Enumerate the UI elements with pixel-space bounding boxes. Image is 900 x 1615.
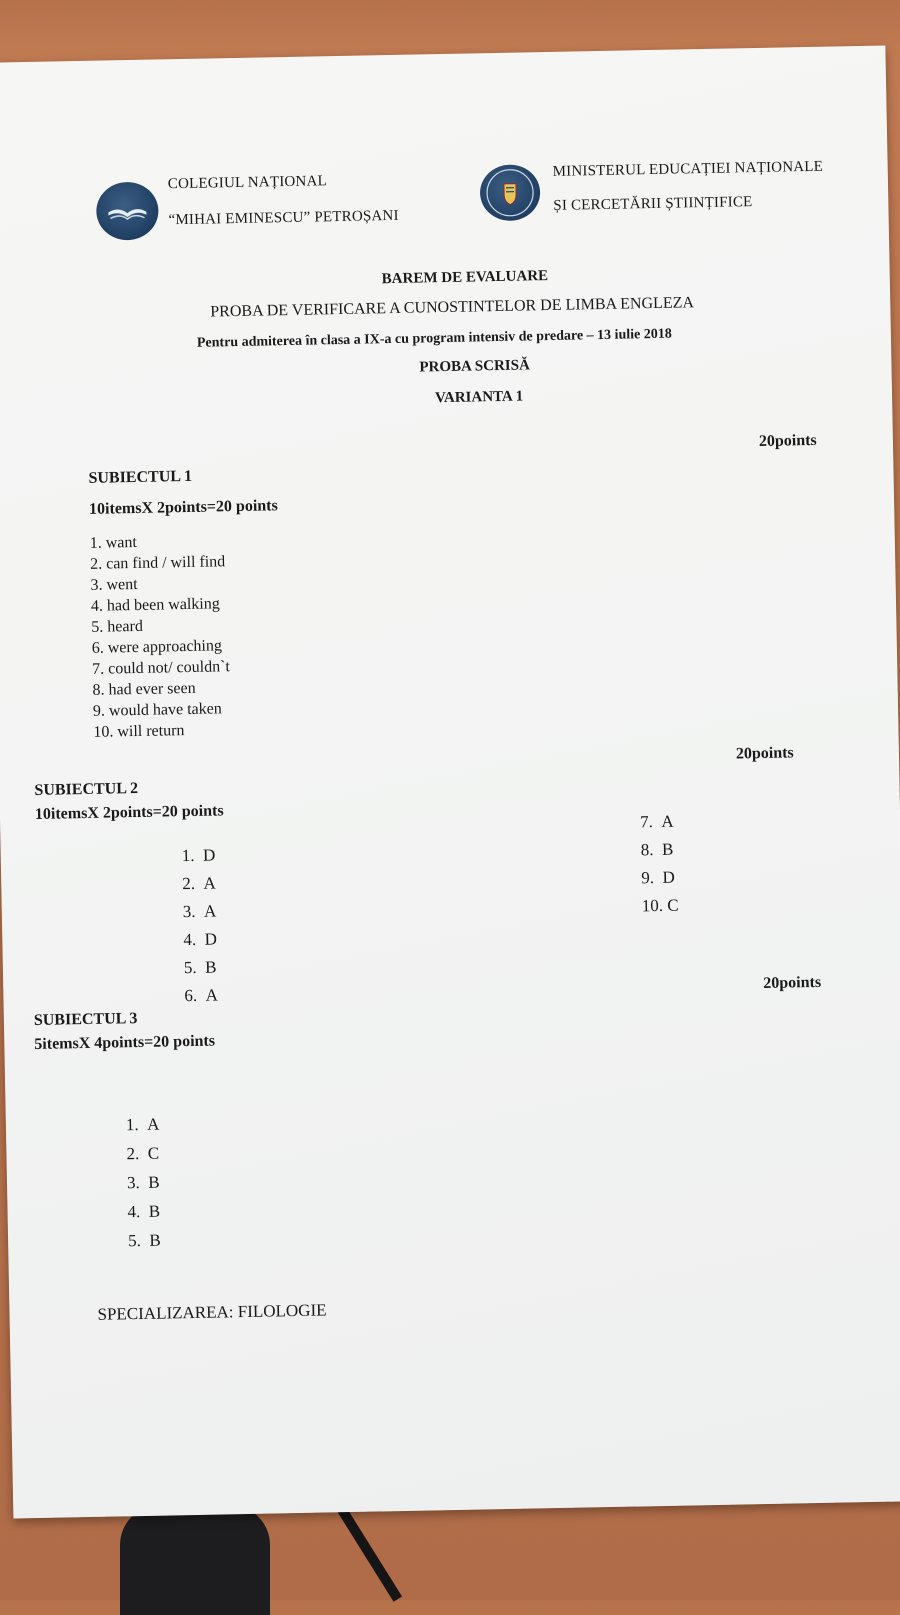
list-item: 4. D — [183, 929, 218, 950]
title-varianta: VARIANTA 1 — [434, 388, 524, 407]
ministry-name-line2: ȘI CERCETĂRII ȘTIINȚIFICE — [553, 194, 753, 214]
list-item: 9. would have taken — [92, 700, 222, 720]
list-item: 4. had been walking — [90, 595, 220, 615]
subject1-heading: SUBIECTUL 1 — [88, 467, 193, 487]
list-item: 7. A — [640, 811, 674, 832]
specialization-label: SPECIALIZAREA: FILOLOGIE — [97, 1300, 327, 1324]
subject3-formula: 5itemsX 4points=20 points — [34, 1032, 216, 1054]
subject2-heading: SUBIECTUL 2 — [34, 779, 139, 799]
list-item: 5. B — [183, 957, 217, 978]
list-item: 8. had ever seen — [92, 679, 196, 699]
list-item: 5. heard — [91, 617, 144, 636]
list-item: 10. will return — [93, 722, 185, 741]
subject1-formula: 10itemsX 2points=20 points — [88, 497, 278, 518]
subject2-points: 20points — [735, 744, 794, 763]
coat-of-arms-seal-icon — [480, 164, 541, 221]
title-admitere: Pentru admiterea în clasa a IX-a cu program intensiv de predare – 13 iulie 2018 — [196, 326, 672, 351]
list-item: 1. A — [125, 1114, 160, 1135]
title-barem: BAREM DE EVALUARE — [381, 268, 549, 288]
list-item: 6. were approaching — [91, 637, 223, 657]
list-item: 3. went — [90, 575, 138, 594]
list-item: 1. want — [89, 533, 138, 552]
school-name-line1: COLEGIUL NAȚIONAL — [167, 173, 328, 193]
answer-key-sheet — [0, 46, 900, 1519]
ministry-name-line1: MINISTERUL EDUCAȚIEI NAȚIONALE — [552, 158, 824, 180]
list-item: 7. could not/ couldn`t — [91, 658, 231, 678]
subject3-points: 20points — [763, 973, 822, 993]
list-item: 3. A — [182, 901, 217, 922]
list-item: 2. A — [182, 873, 216, 894]
subject1-answer-list — [90, 530, 232, 743]
list-item: 4. B — [127, 1201, 161, 1222]
title-proba-verificare: PROBA DE VERIFICARE A CUNOSTINTELOR DE LIMBA ENGLEZA — [210, 294, 695, 321]
list-item: 5. B — [127, 1230, 161, 1251]
subject2-formula: 10itemsX 2points=20 points — [34, 802, 224, 823]
list-item: 10. C — [641, 895, 679, 916]
list-item: 2. can find / will find — [89, 553, 226, 573]
chair-backrest — [120, 1505, 270, 1615]
school-name-line2: “MIHAI EMINESCU” PETROȘANI — [168, 207, 399, 229]
list-item: 2. C — [126, 1143, 160, 1164]
list-item: 1. D — [181, 845, 216, 866]
list-item: 8. B — [640, 839, 674, 860]
open-book-logo-icon — [96, 181, 159, 240]
title-proba-scrisa: PROBA SCRISĂ — [419, 357, 531, 376]
list-item: 6. A — [184, 985, 219, 1006]
subject3-heading: SUBIECTUL 3 — [33, 1010, 138, 1030]
list-item: 3. B — [126, 1172, 160, 1193]
subject1-points: 20points — [758, 431, 817, 450]
list-item: 9. D — [641, 867, 675, 888]
